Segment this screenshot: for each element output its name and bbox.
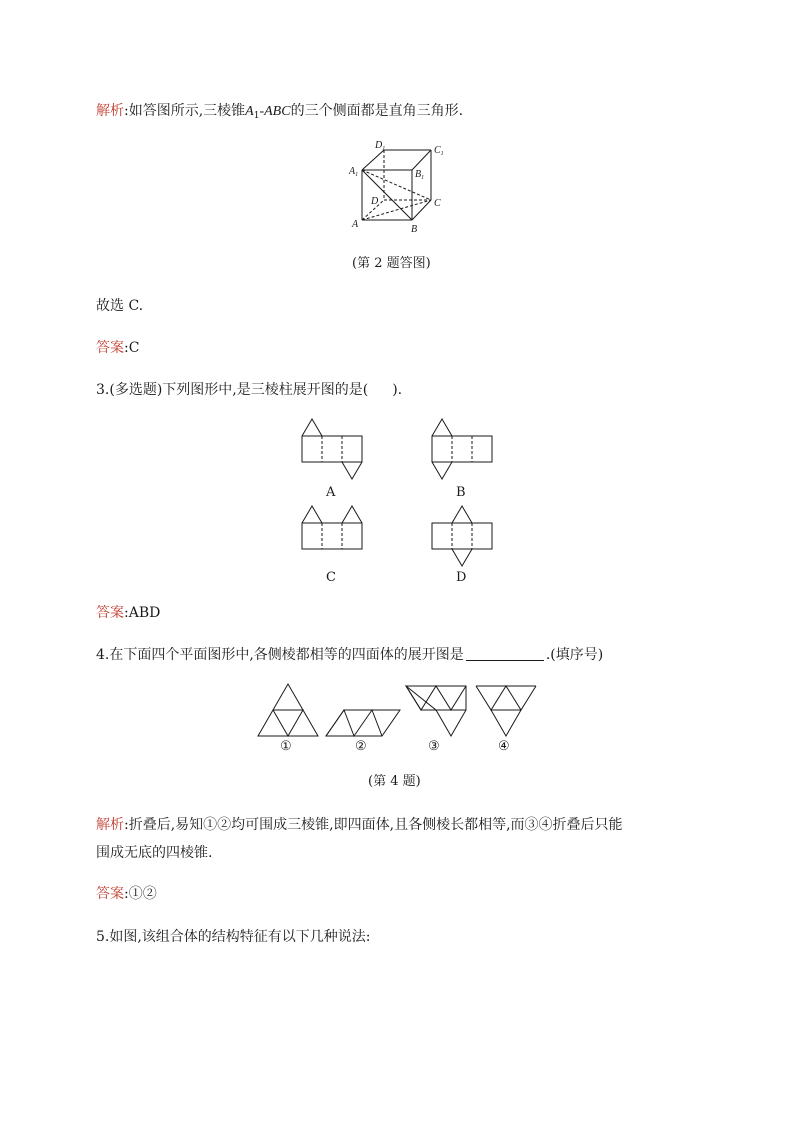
q2-pyramid-name-a: A [245,104,254,119]
q4-figure-caption: (第 4 题) [368,774,421,789]
q2-answer-label: 答案 [96,340,124,356]
q3-answer [96,603,160,623]
q2-pyramid-name-sub: 1 [253,111,260,121]
q2-pyramid-name-rest: -ABC [259,104,291,119]
q2-conclusion: 故选 C. [96,298,144,314]
q3-answer-label: 答案 [96,605,124,621]
label-D: D [371,196,379,207]
q2-analysis-tail: 的三个侧面都是直角三角形. [290,103,464,119]
q3-option-b-figure [428,418,498,480]
q4-figure-2 [324,708,402,738]
q3-option-a-label: A [326,485,336,500]
q3-answer-value: :ABD [124,605,161,621]
q3-option-d-figure [428,503,498,569]
q3-stem-before: 3.(多选题)下列图形中,是三棱柱展开图的是( [96,382,369,398]
q4-analysis-1 [96,815,623,835]
q2-analysis [96,101,463,126]
q4-analysis-label: 解析 [96,817,124,833]
q4-figure-4 [474,682,538,740]
q4-figure-1 [256,682,320,738]
svg-text:B1 [415,169,424,181]
label-C: C [434,198,441,209]
svg-text:D1 [374,140,385,152]
q3-option-b-label: B [456,485,466,500]
q4-stem-after: .(填序号) [545,647,604,663]
q4-answer-value: :①② [124,886,157,902]
label-B: B [411,224,418,235]
label-C1: C [434,145,441,156]
q3-stem-after: ). [392,382,403,398]
label-D1: D [375,140,383,151]
q2-answer-value: :C [124,340,140,356]
q3-option-a-figure [298,418,368,480]
q4-answer-label: 答案 [96,886,124,902]
svg-text:C1 [434,145,444,157]
cube-figure [345,140,455,240]
label-A1: A [349,166,356,177]
q4-stem-before: 4.在下面四个平面图形中,各侧棱都相等的四面体的展开图是 [96,647,464,663]
q3-stem [96,380,402,400]
q4-figure-2-label: ② [355,739,367,754]
q5-stem: 5.如图,该组合体的结构特征有以下几种说法: [96,929,371,945]
q2-analysis-text: :如答图所示,三棱锥 [124,103,246,119]
q3-option-d-label: D [456,570,467,585]
q4-stem [96,645,603,665]
label-C1-sub: 1 [440,151,444,157]
q4-figure-3-label: ③ [428,739,440,754]
q3-option-c-figure [298,503,368,553]
label-D1-sub: 1 [382,146,386,152]
q2-figure-caption: (第 2 题答图) [352,256,431,271]
q4-answer-blank [466,646,544,661]
q3-option-c-label: C [326,570,336,585]
label-A1-sub: 1 [355,172,359,178]
q4-figure-3 [404,682,468,740]
q2-answer [96,338,139,358]
svg-text:A1 [348,166,358,178]
q4-analysis-line1: :折叠后,易知①②均可围成三棱锥,即四面体,且各侧棱长都相等,而③④折叠后只能 [124,817,623,833]
label-B1-sub: 1 [421,175,425,181]
label-A: A [352,219,359,230]
q4-answer [96,884,157,904]
q2-analysis-label: 解析 [96,103,124,119]
q4-analysis-2: 围成无底的四棱锥. [96,845,213,861]
label-B1: B [415,169,422,180]
q4-figure-1-label: ① [280,739,292,754]
q4-figure-4-label: ④ [498,739,510,754]
